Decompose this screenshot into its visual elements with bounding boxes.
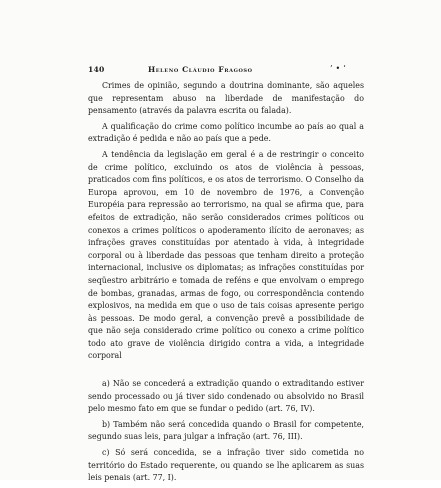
paragraph-crimes-de-opiniao: Crimes de opinião, segundo a doutrina dominante, são aqueles que representam abuso na liberdade de manifestação do pensamento (através da palavra escrita ou falada). xyxy=(88,81,364,116)
paragraph-item-b: b) Também não será concedida quando o Brasil for competente, segundo suas leis, para julgar a infração (art. 76, III). xyxy=(88,419,364,442)
running-head-author: Heleno Cláudio Fragoso xyxy=(148,65,253,74)
paragraph-tendencia: A tendência da legislação em geral é a de restringir o conceito de crime político, excluindo os atos de violência à pessoas, praticados com fins políticos, e os atos de terrorismo. O Conselho da Europa aprovou, em 10 de novembro de 1976, a Convenção Européia para repressão ao terrorismo, na qual se afirma que, para efeitos de extradição, não serão considerados crimes políticos ou conexos a crimes políticos o apoderamento ilícito de aeronaves; as infrações graves constituídas por atentado à vida, à integridade corporal ou à liberdade das pessoas que tenham direito a proteção internacional, inclusive os diplomatas; as infrações constituídas por seqüestro arbitrário e tomada de reféns e que envolvam o emprego de bombas, granadas, armas de fogo, ou correspondência contendo explosivos, na medida em que o uso de tais coisas apresente perigo às pessoas. De modo geral, a convenção prevê a possibilidade de que não seja considerado crime político ou conexo a crime político todo ato grave de violência dirigido contra a vida, a integridade corporal xyxy=(88,149,364,361)
page-number: 140 xyxy=(88,65,105,74)
body-text xyxy=(88,80,364,488)
paragraph-qualificacao: A qualificação do crime como político incumbe ao país ao qual a extradição é pedida e não ao país que a pede. xyxy=(88,121,364,144)
paragraph-item-c: c) Só será concedida, se a infração tiver sido cometida no território do Estado requerente, ou quando se lhe aplicarem as suas leis penais (art. 77, I). xyxy=(88,448,364,483)
paragraph-item-a: a) Não se concederá a extradição quando o extraditando estiver sendo processado ou já tiver sido condenado ou absolvido no Brasil pelo mesmo fato em que se fundar o pedido (art. 76, IV). xyxy=(88,379,364,414)
header-ornament: ’ • ‘ xyxy=(330,64,346,73)
running-header xyxy=(88,65,360,77)
section-gap xyxy=(88,366,364,378)
